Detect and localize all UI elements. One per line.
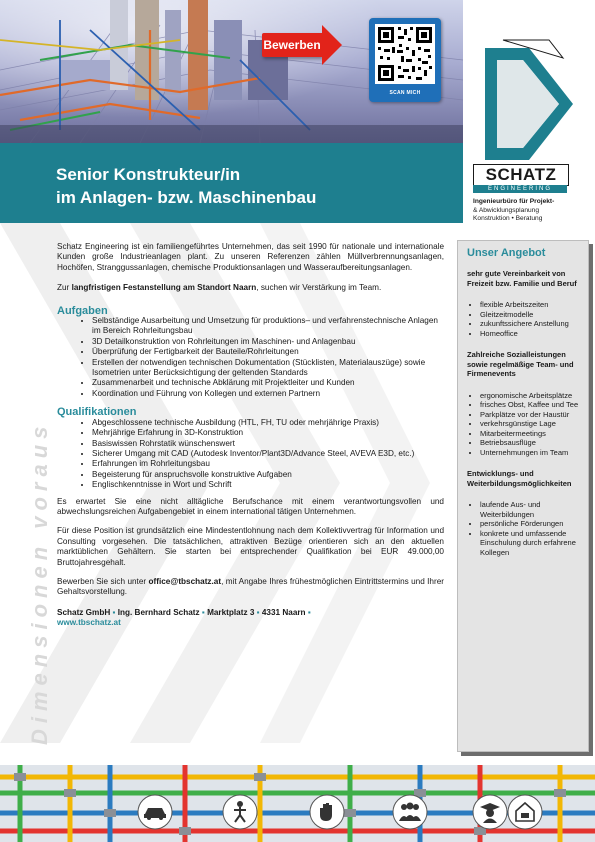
qr-label: SCAN MICH [389, 90, 421, 96]
list-item: • konkrete und umfassende Einschulung durch erfahrene Kollegen [480, 529, 585, 558]
list-item: • Begeisterung für anspruchsvolle konstruktive Aufgaben [92, 470, 444, 480]
tagline-line-3: Konstruktion • Beratung [473, 215, 543, 222]
hand-icon [316, 801, 338, 823]
title-band [0, 143, 463, 223]
position-prefix: Zur [57, 283, 72, 293]
offer-group-list [467, 500, 585, 557]
offer-group-list [467, 300, 585, 338]
car-icon [142, 803, 168, 821]
pipe-network-banner [0, 765, 595, 842]
apply-suffix: , mit Angabe Ihres frühestmöglichen Eintrittstermins und Ihrer Gehaltsvorstellung. [57, 576, 444, 597]
list-item: • Koordination und Führung von Kollegen und externen Partnern [92, 389, 444, 399]
list-item: • Zusammenarbeit und technische Abklärung mit Projektleiter und Kunden [92, 378, 444, 388]
website-link[interactable]: www.tbschatz.at [57, 618, 121, 628]
team-icon [398, 801, 422, 823]
intro-paragraph: Schatz Engineering ist ein familiengeführtes Unternehmen, das seit 1990 für nationale und internationale Kunden große Industrieanlagen plant. Zu unseren Referenzen zählen Müllverbrennungsanlagen, Hochöfen, Stranggussanlagen, chemische Produktionsanlagen und Wasseraufbereitungsanlagen. [57, 242, 444, 272]
list-item: • 3D Detailkonstruktion von Rohrleitungen im Maschinen- und Anlagenbau [92, 337, 444, 347]
apply-button[interactable]: Bewerben [262, 33, 322, 57]
list-item: • persönliche Förderungen [480, 519, 585, 529]
list-item: • Betriebsausflüge [480, 438, 585, 448]
position-paragraph [57, 283, 444, 293]
list-item: • Unternehmungen im Team [480, 448, 585, 458]
footer-banner [0, 765, 595, 842]
qr-code-icon [375, 24, 435, 84]
position-bold: langfristigen Festanstellung am Standort Naarn [71, 283, 257, 293]
list-item: • Basiswissen Rohrstatik wünschenswert [92, 439, 444, 449]
offer-group-heading: sehr gute Vereinbarkeit von Freizeit bzw. Familie und Beruf [467, 269, 577, 288]
contact-person: Ing. Bernhard Schatz [117, 607, 200, 617]
list-item: • Mehrjährige Erfahrung in 3D-Konstruktion [92, 428, 444, 438]
list-item: • Erfahrungen im Rohrleitungsbau [92, 459, 444, 469]
list-item: • laufende Aus- und Weiterbildungen [480, 500, 585, 519]
list-item: • Gleitzeitmodelle [480, 310, 585, 320]
offer-content [467, 265, 585, 557]
qr-code-card[interactable] [369, 18, 441, 102]
homeoffice-icon [514, 801, 536, 823]
apply-arrow-icon [322, 25, 342, 65]
list-item: • ergonomische Arbeitsplätze [480, 391, 585, 401]
list-item: • Parkplätze vor der Haustür [480, 410, 585, 420]
list-item: • Erstellen der notwendigen technischen Dokumentation (Stücklisten, Materialauszüge) sowie Isometrien unter Berücksichtigung der geltenden Standards [92, 358, 444, 379]
logo-tagline [473, 198, 595, 224]
page-title-line-2: im Anlagen- bzw. Maschinenbau [56, 188, 317, 207]
offer-sidebar [457, 240, 589, 752]
contact-company: Schatz GmbH [57, 607, 111, 617]
contact-line: Schatz GmbH ▪ Ing. Bernhard Schatz ▪ Marktplatz 3 ▪ 4331 Naarn ▪ [57, 607, 311, 617]
position-suffix: , suchen wir Verstärkung im Team. [256, 283, 382, 293]
list-item: • Englischkenntnisse in Wort und Schrift [92, 480, 444, 490]
list-item: • Abgeschlossene technische Ausbildung (HTL, FH, TU oder mehrjährige Praxis) [92, 418, 444, 428]
side-slogan: Dimensionen voraus [27, 420, 52, 745]
page-title-line-1: Senior Konstrukteur/in [56, 165, 241, 184]
list-item: • frisches Obst, Kaffee und Tee [480, 400, 585, 410]
main-content [57, 242, 444, 629]
offer-title: Unser Angebot [467, 247, 546, 259]
list-item: • zukunftssichere Anstellung [480, 319, 585, 329]
salary-paragraph: Für diese Position ist grundsätzlich eine Mindestentlohnung nach dem Kollektivvertrag für Information und Consulting vorgesehen. Die tatsächlichen, attraktiven Bezüge orientieren sich an den aktuellen marktüblichen Gehältern. Sie starten bei entsprechender Qualifikation bei EUR 49.000,00 Bruttojahresgehalt. [57, 526, 444, 567]
offer-group-list [467, 391, 585, 458]
list-item: • Überprüfung der Fertigbarkeit der Bauteile/Rohrleitungen [92, 347, 444, 357]
qualifications-heading: Qualifikationen [57, 406, 137, 419]
hero-plant-image [0, 0, 463, 143]
logo-subtitle: ENGINEERING [473, 185, 567, 193]
list-item: • verkehrsgünstige Lage [480, 419, 585, 429]
tasks-heading: Aufgaben [57, 304, 108, 317]
contact-street: Marktplatz 3 [207, 607, 255, 617]
contact-city: 4331 Naarn [261, 607, 306, 617]
apply-prefix: Bewerben Sie sich unter [57, 576, 149, 586]
logo-company-name: SCHATZ [473, 164, 569, 186]
list-item: • Selbständige Ausarbeitung und Umsetzung für produktions– und verfahrenstechnische Anlagen im Bereich Rohrleitungsbau [92, 316, 444, 337]
list-item: • Homeoffice [480, 329, 585, 339]
tagline-line-1: Ingenieurbüro für Projekt- [473, 198, 555, 205]
graduate-icon [479, 801, 501, 823]
list-item: • Sicherer Umgang mit CAD (Autodesk Inventor/Plant3D/Advance Steel, AVEVA E3D, etc.) [92, 449, 444, 459]
tagline-line-2: & Abwicklungsplanung [473, 206, 539, 214]
qualifications-list [57, 418, 444, 491]
closing-paragraph: Es erwartet Sie eine nicht alltägliche Berufschance mit einem verantwortungsvollen und abwechslungsreichen Aufgabengebiet in einem international tätigen Unternehmen. [57, 496, 444, 516]
apply-email-link[interactable]: office@tbschatz.at [148, 576, 222, 586]
list-item: • Mitarbeitermeetings [480, 429, 585, 439]
apply-paragraph [57, 577, 444, 598]
offer-group-heading: Zahlreiche Sozialleistungen sowie regelmäßige Team- und Firmenevents [467, 350, 574, 378]
tasks-list [57, 316, 444, 399]
list-item: • flexible Arbeitszeiten [480, 300, 585, 310]
offer-group-heading: Entwicklungs- und Weiterbildungsmöglichkeiten [467, 469, 572, 488]
fitness-icon [229, 800, 251, 824]
